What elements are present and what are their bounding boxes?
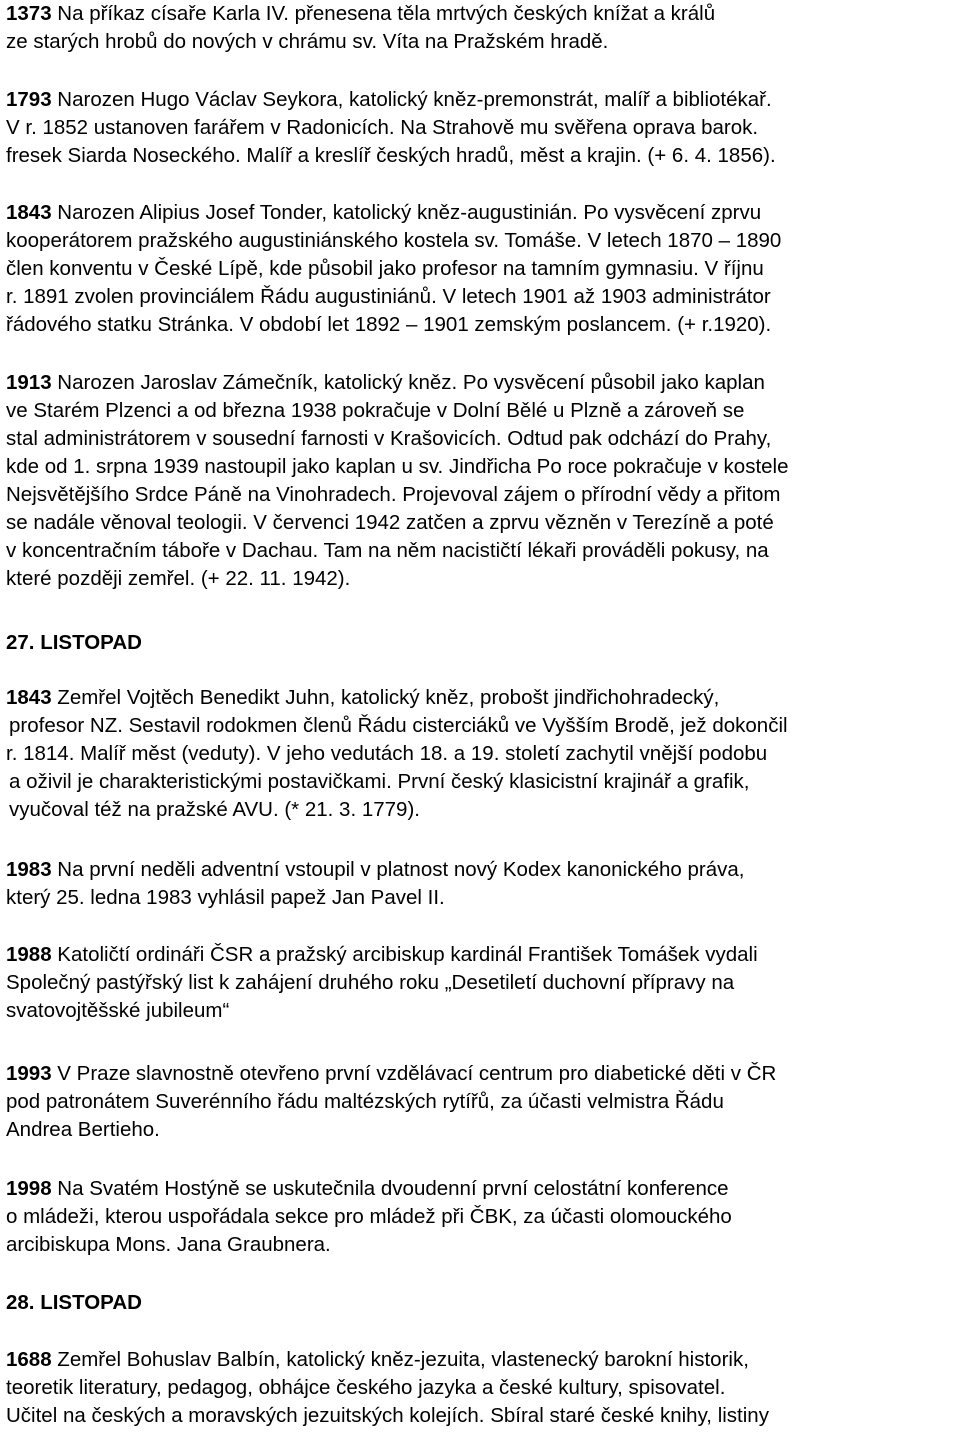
entry-1843 (6, 199, 956, 339)
entry-year: 1688 (6, 1348, 52, 1371)
entry-line: stal administrátorem v sousední farnosti v Krašovicích. Odtud pak odchází do Prahy, (6, 427, 772, 450)
entry-line: v koncentračním táboře v Dachau. Tam na něm nacističtí lékaři prováděli pokusy, na (6, 539, 769, 562)
entry-1793 (6, 86, 956, 170)
entry-year: 1843 (6, 686, 52, 709)
entry-year: 1373 (6, 2, 52, 25)
entry-1843-juhn (6, 684, 956, 824)
entry-line: V r. 1852 ustanoven farářem v Radonicích. Na Strahově mu svěřena oprava barok. (6, 116, 759, 139)
entry-line: kde od 1. srpna 1939 nastoupil jako kaplan u sv. Jindřicha Po roce pokračuje v kostele (6, 455, 789, 478)
entry-line (6, 199, 956, 227)
entry-text: Na Svatém Hostýně se uskutečnila dvoudenní první celostátní konference (51, 1177, 729, 1200)
entry-line (6, 0, 956, 28)
entry-line (6, 1175, 956, 1203)
entry-line: a oživil je charakteristickými postavičkami. První český klasicistní krajinář a grafik, (9, 770, 750, 793)
entry-line: ve Starém Plzenci a od března 1938 pokračuje v Dolní Bělé u Plzně a zároveň se (6, 399, 745, 422)
entry-1373 (6, 0, 956, 56)
entry-line: Učitel na českých a moravských jezuitských kolejích. Sbíral staré české knihy, listiny (6, 1404, 769, 1427)
entry-line: arcibiskupa Mons. Jana Graubnera. (6, 1233, 331, 1256)
entry-line (6, 1346, 956, 1374)
entry-line (6, 1060, 956, 1088)
entry-line: které později zemřel. (+ 22. 11. 1942). (6, 567, 351, 590)
entry-line: Společný pastýřský list k zahájení druhého roku „Desetiletí duchovní přípravy na (6, 971, 735, 994)
entry-1998 (6, 1175, 956, 1259)
entry-line: profesor NZ. Sestavil rodokmen členů Řádu cisterciáků ve Vyšším Brodě, jež dokončil (9, 714, 788, 737)
entry-line: Nejsvětějšího Srdce Páně na Vinohradech. Projevoval zájem o přírodní vědy a přitom (6, 483, 781, 506)
entry-line: kooperátorem pražského augustiniánského kostela sv. Tomáše. V letech 1870 – 1890 (6, 229, 782, 252)
entry-year: 1993 (6, 1062, 52, 1085)
entry-1913 (6, 369, 956, 593)
entry-line: svatovojtěšské jubileum“ (6, 999, 230, 1022)
entry-text: Na první neděli adventní vstoupil v platnost nový Kodex kanonického práva, (51, 858, 745, 881)
entry-1988 (6, 941, 956, 1025)
entry-line: r. 1891 zvolen provinciálem Řádu augustiniánů. V letech 1901 až 1903 administrátor (6, 285, 771, 308)
entry-line: Andrea Bertieho. (6, 1118, 160, 1141)
entry-text: V Praze slavnostně otevřeno první vzdělávací centrum pro diabetické děti v ČR (51, 1062, 777, 1085)
entry-text: Narozen Jaroslav Zámečník, katolický kněz. Po vysvěcení působil jako kaplan (51, 371, 765, 394)
entry-year: 1988 (6, 943, 52, 966)
entry-text: Narozen Alipius Josef Tonder, katolický kněz-augustinián. Po vysvěcení zprvu (51, 201, 762, 224)
entry-line: r. 1814. Malíř měst (veduty). V jeho vedutách 18. a 19. století zachytil vnější podobu (6, 742, 768, 765)
entry-year: 1843 (6, 201, 52, 224)
section-heading-27-listopad: 27. LISTOPAD (6, 631, 142, 654)
entry-line (6, 86, 956, 114)
entry-line (6, 856, 956, 884)
entry-line: pod patronátem Suverénního řádu maltézských rytířů, za účasti velmistra Řádu (6, 1090, 724, 1113)
entry-year: 1998 (6, 1177, 52, 1200)
entry-line: o mládeži, kterou uspořádala sekce pro mládež při ČBK, za účasti olomouckého (6, 1205, 732, 1228)
entry-line: který 25. ledna 1983 vyhlásil papež Jan Pavel II. (6, 886, 445, 909)
entry-year: 1793 (6, 88, 52, 111)
entry-line: ze starých hrobů do nových v chrámu sv. Víta na Pražském hradě. (6, 30, 609, 53)
entry-text: Katoličtí ordináři ČSR a pražský arcibiskup kardinál František Tomášek vydali (51, 943, 758, 966)
entry-line: člen konventu v České Lípě, kde působil jako profesor na tamním gymnasiu. V říjnu (6, 257, 764, 280)
entry-year: 1913 (6, 371, 52, 394)
entry-line: teoretik literatury, pedagog, obhájce českého jazyka a české kultury, spisovatel. (6, 1376, 726, 1399)
entry-line: vyučoval též na pražské AVU. (* 21. 3. 1779). (9, 798, 420, 821)
entry-line: fresek Siarda Noseckého. Malíř a kreslíř českých hradů, měst a krajin. (+ 6. 4. 1856). (6, 144, 776, 167)
entry-line: řádového statku Stránka. V období let 1892 – 1901 zemským poslancem. (+ r.1920). (6, 313, 772, 336)
entry-text: Zemřel Bohuslav Balbín, katolický kněz-jezuita, vlastenecký barokní historik, (51, 1348, 749, 1371)
entry-1983 (6, 856, 956, 912)
entry-line: se nadále věnoval teologii. V červenci 1942 zatčen a zprvu vězněn v Terezíně a poté (6, 511, 774, 534)
entry-1688 (6, 1346, 956, 1430)
entry-1993 (6, 1060, 956, 1144)
entry-line (6, 369, 956, 397)
entry-line (6, 941, 956, 969)
entry-year: 1983 (6, 858, 52, 881)
entry-text: Na příkaz císaře Karla IV. přenesena těla mrtvých českých knížat a králů (51, 2, 716, 25)
entry-line (6, 684, 956, 712)
section-heading-28-listopad: 28. LISTOPAD (6, 1291, 142, 1314)
entry-text: Narozen Hugo Václav Seykora, katolický kněz-premonstrát, malíř a bibliotékař. (51, 88, 772, 111)
entry-text: Zemřel Vojtěch Benedikt Juhn, katolický kněz, probošt jindřichohradecký, (51, 686, 720, 709)
